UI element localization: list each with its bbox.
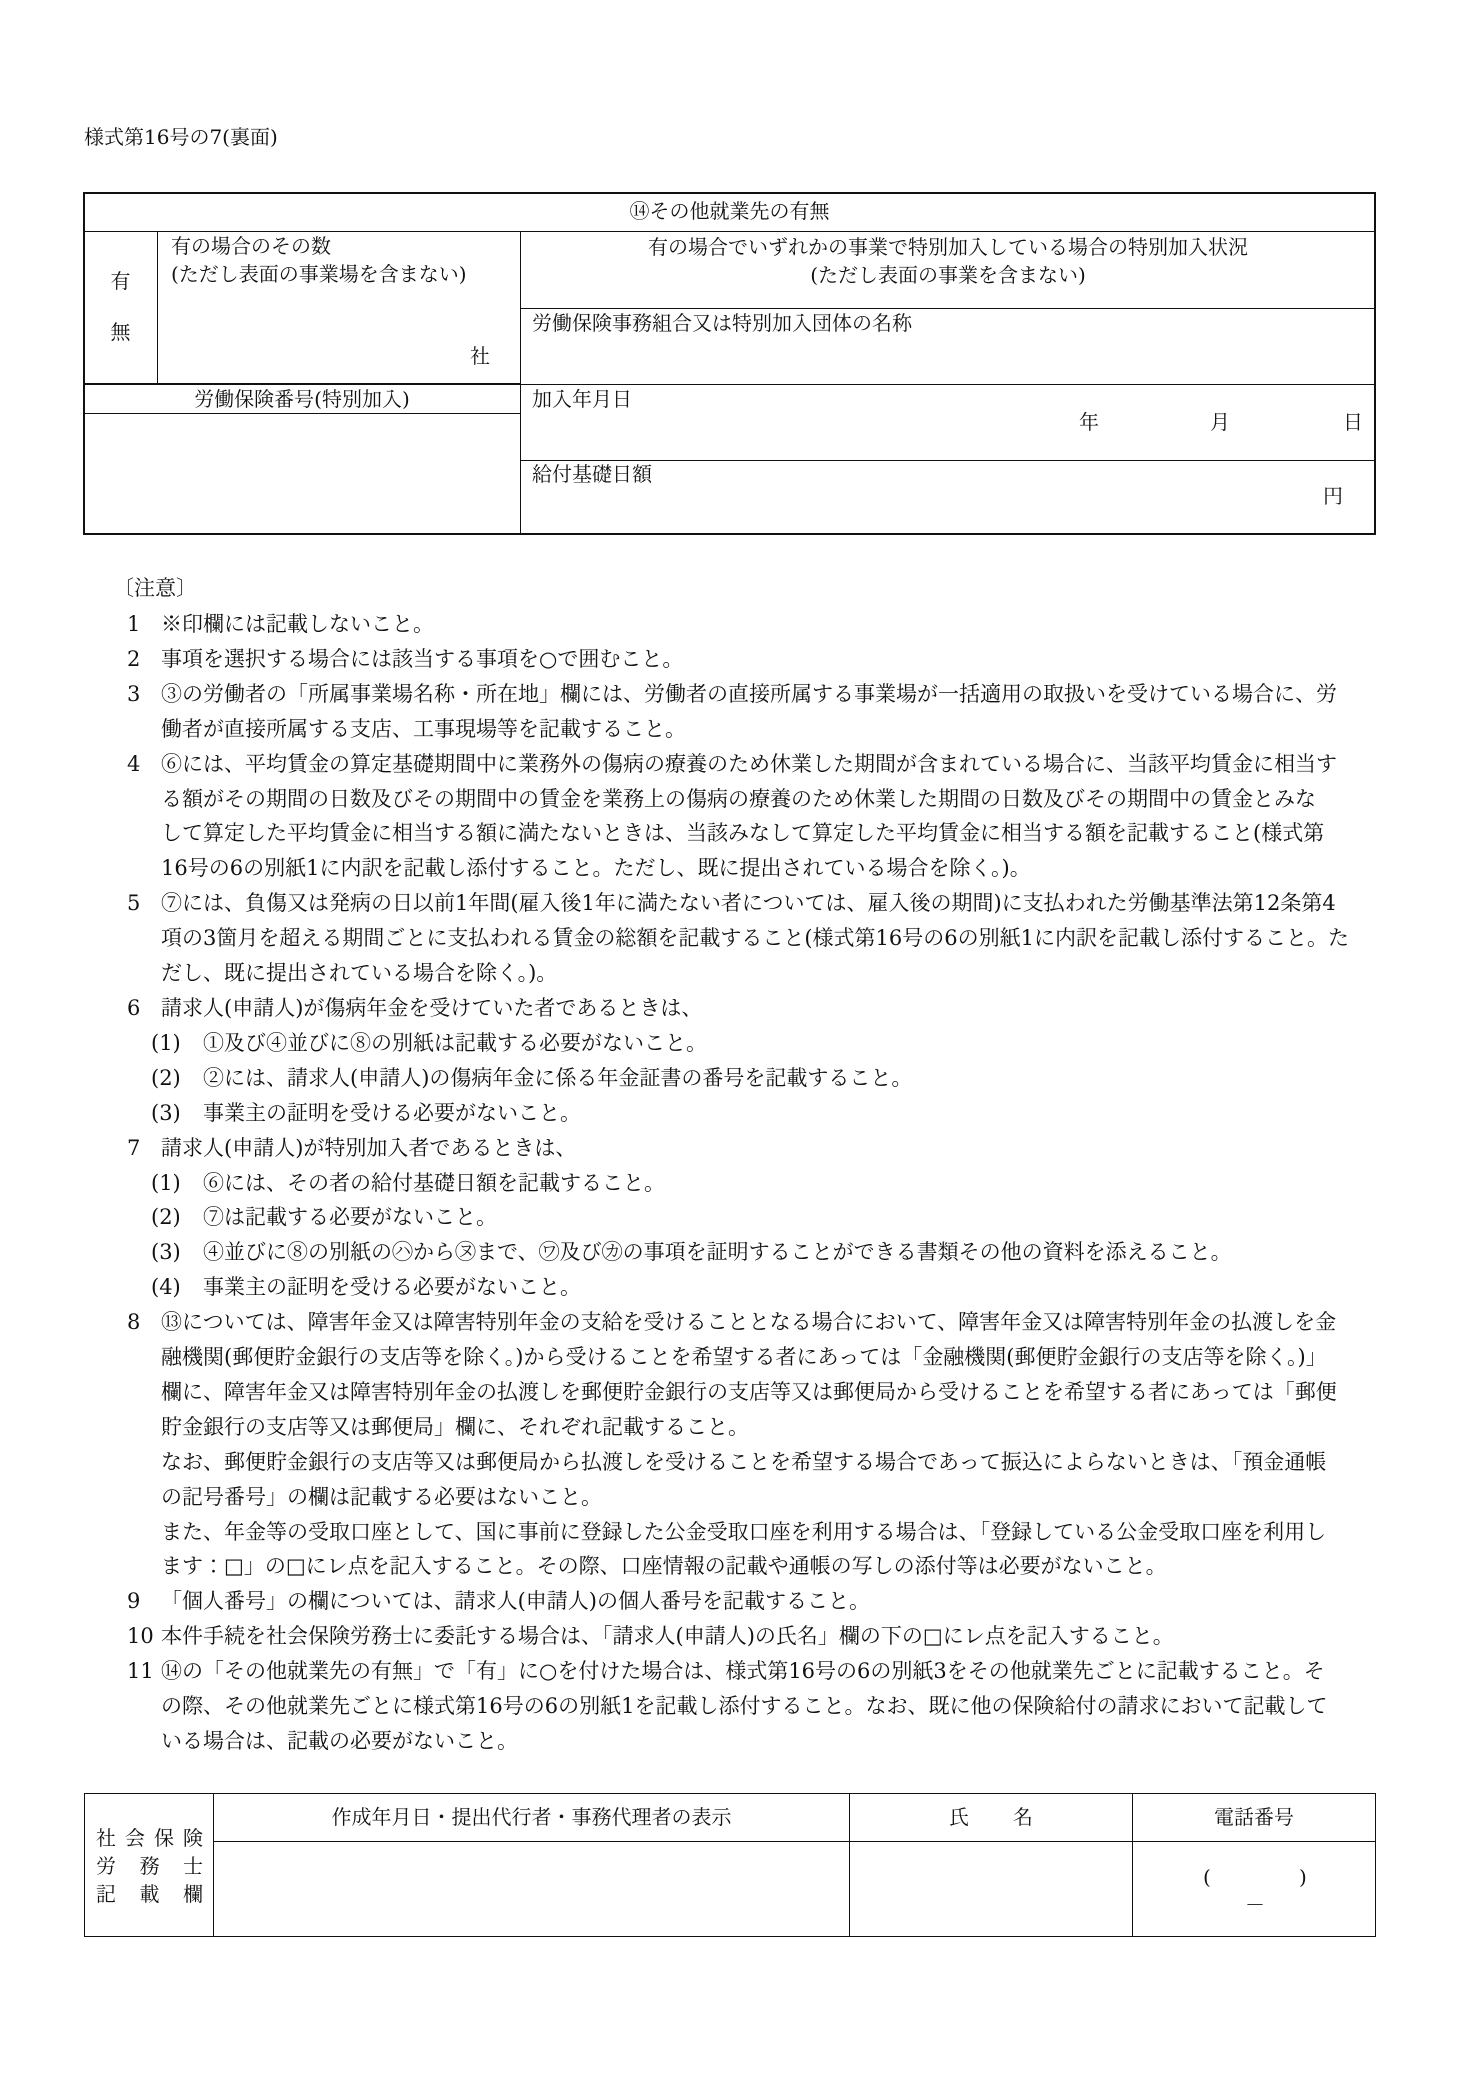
subitem-number: (2): [151, 1065, 181, 1090]
note-text: 貯金銀行の支店等又は郵便局」欄に、それぞれ記載すること。: [161, 1414, 749, 1439]
subitem-text: 事業主の証明を受ける必要がないこと。: [203, 1275, 581, 1300]
sharoushi-label-cell: [84, 1793, 214, 1937]
phone-header: [1132, 1793, 1376, 1842]
note-text: また、年金等の受取口座として、国に事前に登録した公金受取口座を利用する場合は、「登録している公金受取口座を利用し: [161, 1519, 1327, 1544]
note-7-subitem-2: [0, 1200, 1459, 1235]
note-text: 欄に、障害年金又は障害特別年金の払渡しを郵便貯金銀行の支店等又は郵便局から受けることを希望する者にあっては「郵便: [161, 1379, 1337, 1404]
subitem-text: ⑥には、その者の給付基礎日額を記載すること。: [203, 1170, 665, 1195]
subitem-number: (3): [151, 1240, 181, 1265]
subitem-number: (4): [151, 1275, 181, 1300]
note-7-subitem-4: [0, 1270, 1459, 1305]
note-text: ⑦には、負傷又は発病の日以前1年間(雇入後1年に満たない者については、雇入後の期間)に支払われた労働基準法第12条第4: [161, 891, 1336, 916]
other-employment-title: ⑭その他就業先の有無: [629, 199, 830, 223]
agent-display-header: [213, 1793, 850, 1842]
subitem-number: (1): [151, 1170, 181, 1195]
note-item-8-continuation: [0, 1445, 1459, 1480]
note-text: 16号の6の別紙1に内訳を記載し添付すること。ただし、既に提出されている場合を除く。)。: [161, 856, 1031, 881]
note-text: ⑬については、障害年金又は障害特別年金の支給を受けることとなる場合において、障害年金又は障害特別年金の払渡しを金: [161, 1310, 1337, 1335]
note-text: いる場合は、記載の必要がないこと。: [161, 1729, 518, 1753]
note-item-5: [0, 886, 1459, 921]
note-item-8-continuation: [0, 1480, 1459, 1515]
subitem-text: ④並びに⑧の別紙の㋩から㋦まで、㋻及び㋕の事項を証明することができる書類その他の資料を添えること。: [203, 1240, 1232, 1265]
note-item-3: [0, 677, 1459, 712]
note-7-subitem-3: [0, 1235, 1459, 1270]
note-item-2: [0, 642, 1459, 677]
note-6-subitem-1: [0, 1026, 1459, 1061]
other-employment-header: [83, 192, 1376, 232]
note-number: 5: [127, 891, 141, 916]
join-date-field: [520, 384, 1376, 461]
note-text: ⑭の「その他就業先の有無」で「有」に○を付けた場合は、様式第16号の6の別紙3をその他就業先ごとに記載すること。そ: [161, 1659, 1325, 1684]
note-number: 11: [127, 1659, 154, 1684]
name-field: [849, 1841, 1133, 1937]
note-text: 請求人(申請人)が特別加入者であるときは、: [161, 1135, 577, 1160]
note-item-4-continuation: [0, 851, 1459, 886]
name-header: [849, 1793, 1133, 1842]
form-id: 様式第16号の7(裏面): [84, 125, 278, 149]
phone-open-paren: (: [1203, 1865, 1211, 1889]
note-number: 6: [127, 995, 141, 1020]
note-6-subitem-3: [0, 1096, 1459, 1131]
agent-display-label: 作成年月日・提出代行者・事務代理者の表示: [331, 1805, 732, 1829]
note-item-5-continuation: [0, 921, 1459, 956]
month-unit: 月: [1210, 410, 1230, 434]
note-text: ます：□」の□にレ点を記入すること。その際、口座情報の記載や通帳の写しの添付等は必要がないこと。: [161, 1554, 1167, 1579]
workplace-count-label: 有の場合のその数: [171, 234, 331, 258]
note-text: 「個人番号」の欄については、請求人(申請人)の個人番号を記載すること。: [161, 1589, 870, 1614]
workplace-count-field: [157, 231, 521, 384]
insurance-number-header: [83, 384, 521, 414]
note-text: だし、既に提出されている場合を除く。)。: [161, 961, 558, 986]
subitem-number: (1): [151, 1030, 181, 1055]
note-number: 2: [127, 646, 141, 671]
note-item-8-continuation: [0, 1410, 1459, 1445]
note-item-4-continuation: [0, 782, 1459, 817]
note-number: 8: [127, 1310, 141, 1335]
note-item-5-continuation: [0, 956, 1459, 991]
note-item-8-continuation: [0, 1375, 1459, 1410]
note-item-4-continuation: [0, 816, 1459, 851]
note-number: 3: [127, 681, 141, 706]
note-item-1: [0, 607, 1459, 642]
yen-unit: 円: [1323, 484, 1343, 508]
phone-label: 電話番号: [1214, 1805, 1294, 1829]
subitem-text: ①及び④並びに⑧の別紙は記載する必要がないこと。: [203, 1030, 707, 1055]
note-item-8-continuation: [0, 1549, 1459, 1584]
note-item-11-continuation: [0, 1724, 1459, 1759]
day-unit: 日: [1343, 410, 1363, 434]
note-text: なお、郵便貯金銀行の支店等又は郵便局から払渡しを受けることを希望する場合であって振込によらないときは、「預金通帳: [161, 1449, 1327, 1474]
daily-base-amount-label: 給付基礎日額: [532, 462, 652, 486]
note-item-8-continuation: [0, 1340, 1459, 1375]
note-text: の記号番号」の欄は記載する必要はないこと。: [161, 1484, 602, 1509]
note-text: る額がその期間の日数及びその期間中の賃金を業務上の傷病の療養のため休業した期間の日数及びその期間中の賃金とみな: [161, 786, 1316, 811]
note-6-subitem-2: [0, 1061, 1459, 1096]
association-name-field: [520, 308, 1376, 385]
association-name-label: 労働保険事務組合又は特別加入団体の名称: [532, 311, 912, 335]
notes-list: [0, 607, 1459, 1759]
note-text: ⑥には、平均賃金の算定基礎期間中に業務外の傷病の療養のため休業した期間が含まれている場合に、当該平均賃金に相当す: [161, 751, 1337, 776]
yes-option: 有: [110, 269, 131, 293]
special-enrollment-status-header: [520, 231, 1376, 309]
note-item-8: [0, 1305, 1459, 1340]
note-text: の際、その他就業先ごとに様式第16号の6の別紙1を記載し添付すること。なお、既に他の保険給付の請求において記載して: [161, 1694, 1328, 1719]
sharoushi-label-line-2: 労務士: [96, 1854, 203, 1878]
note-number: 10: [127, 1624, 154, 1649]
note-item-4: [0, 747, 1459, 782]
note-text: 本件手続を社会保険労務士に委託する場合は、「請求人(申請人)の氏名」欄の下の□にレ点を記入すること。: [161, 1624, 1174, 1649]
phone-close-paren: ): [1299, 1865, 1307, 1889]
subitem-number: (2): [151, 1205, 181, 1230]
name-label: 氏 名: [949, 1805, 1045, 1829]
note-item-3-continuation: [0, 712, 1459, 747]
note-text: 事項を選択する場合には該当する事項を○で囲むこと。: [161, 646, 684, 671]
workplace-count-unit: 社: [470, 344, 490, 368]
note-text: して算定した平均賃金に相当する額に満たないときは、当該みなして算定した平均賃金に相当する額を記載すること(様式第: [161, 821, 1325, 846]
note-item-6: [0, 991, 1459, 1026]
year-unit: 年: [1079, 410, 1099, 434]
subitem-text: ⑦は記載する必要がないこと。: [203, 1205, 497, 1230]
note-item-10: [0, 1619, 1459, 1654]
note-7-subitem-1: [0, 1166, 1459, 1201]
workplace-count-note: (ただし表面の事業場を含まない): [171, 262, 467, 286]
note-text: 働者が直接所属する支店、工事現場等を記載すること。: [161, 716, 686, 741]
sharoushi-label-line-3: 記載欄: [96, 1882, 203, 1906]
note-text: 融機関(郵便貯金銀行の支店等を除く。)から受けることを希望する者にあっては「金融機関(郵便貯金銀行の支店等を除く。)」: [161, 1345, 1327, 1370]
special-enrollment-status-note: (ただし表面の事業を含まない): [810, 263, 1086, 287]
note-text: ※印欄には記載しないこと。: [161, 612, 434, 636]
subitem-text: ②には、請求人(申請人)の傷病年金に係る年金証書の番号を記載すること。: [203, 1065, 913, 1090]
phone-separator: －: [1245, 1893, 1265, 1917]
note-text: 請求人(申請人)が傷病年金を受けていた者であるときは、: [161, 995, 703, 1020]
sharoushi-label-line-1: 社会保険: [96, 1826, 203, 1850]
note-number: 4: [127, 751, 141, 776]
notes-heading: 〔注意〕: [113, 576, 197, 600]
join-date-label: 加入年月日: [532, 387, 632, 411]
subitem-text: 事業主の証明を受ける必要がないこと。: [203, 1100, 581, 1125]
note-number: 7: [127, 1135, 141, 1160]
note-item-7: [0, 1131, 1459, 1166]
daily-base-amount-field: [520, 460, 1376, 535]
note-text: 項の3箇月を超える期間ごとに支払われる賃金の総額を記載すること(様式第16号の6の別紙1に内訳を記載し添付すること。た: [161, 926, 1349, 951]
note-item-11: [0, 1654, 1459, 1689]
note-number: 9: [127, 1589, 141, 1614]
note-item-8-continuation: [0, 1515, 1459, 1550]
phone-field: [1132, 1841, 1376, 1937]
special-enrollment-status-label: 有の場合でいずれかの事業で特別加入している場合の特別加入状況: [648, 235, 1248, 259]
yes-no-choice: [83, 231, 158, 384]
note-number: 1: [127, 612, 141, 636]
no-option: 無: [110, 320, 131, 344]
note-text: ③の労働者の「所属事業場名称・所在地」欄には、労働者の直接所属する事業場が一括適用の取扱いを受けている場合に、労: [161, 681, 1337, 706]
insurance-number-field: [83, 413, 521, 535]
agent-display-field: [213, 1841, 850, 1937]
note-item-11-continuation: [0, 1689, 1459, 1724]
insurance-number-label: 労働保険番号(特別加入): [194, 387, 410, 411]
note-item-9: [0, 1584, 1459, 1619]
subitem-number: (3): [151, 1100, 181, 1125]
